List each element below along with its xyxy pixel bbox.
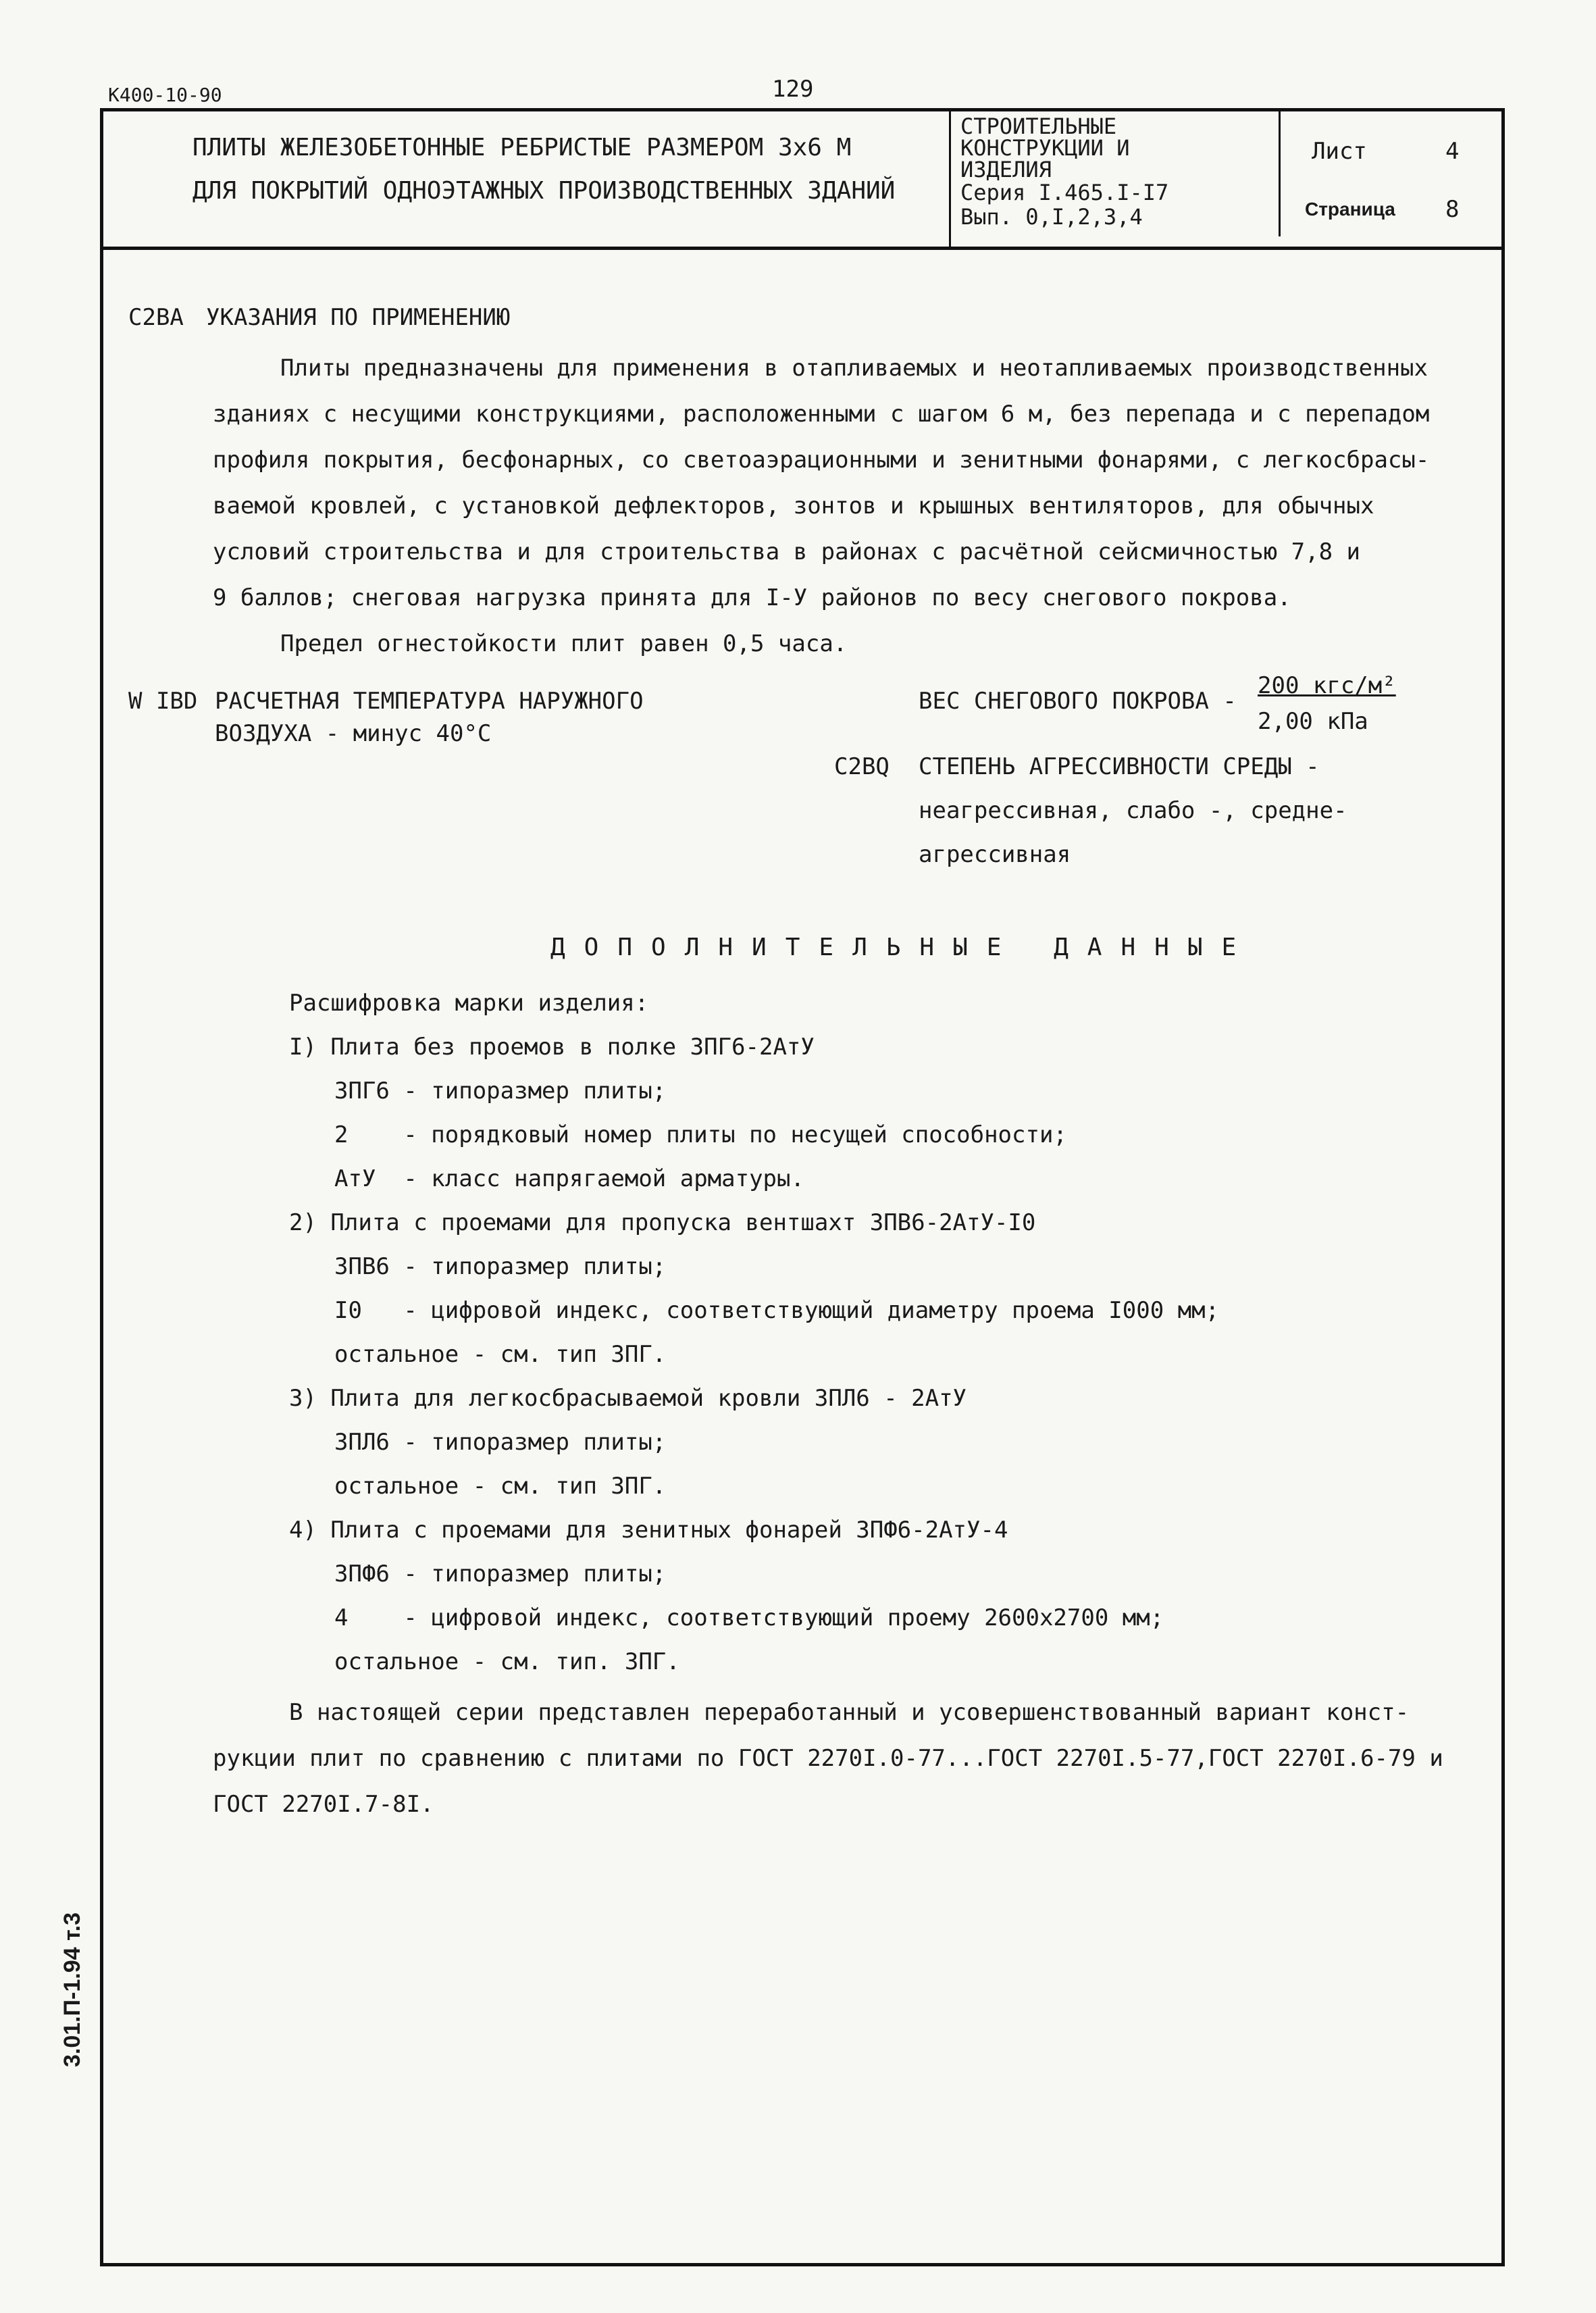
sheet-label: Лист — [1312, 138, 1367, 165]
closing-text-line: ГОСТ 2270I.7-8I. — [213, 1791, 434, 1818]
usage-text-line: зданиях с несущими конструкциями, расположенными с шагом 6 м, без перепада и с перепадом — [213, 401, 1430, 428]
marking-intro: Расшифровка марки изделия: — [289, 990, 649, 1017]
marking-line: ЗПГ6 - типоразмер плиты; — [334, 1077, 667, 1104]
document-title-line-1: ПЛИТЫ ЖЕЛЕЗОБЕТОННЫЕ РЕБРИСТЫЕ РАЗМЕРОМ 3х6 М — [192, 134, 852, 161]
page-label: Страница — [1305, 199, 1395, 220]
document-title-line-2: ДЛЯ ПОКРЫТИЙ ОДНОЭТАЖНЫХ ПРОИЗВОДСТВЕННЫХ ЗДАНИЙ — [192, 177, 896, 205]
frame-right-line — [1501, 108, 1505, 2266]
closing-text-line: В настоящей серии представлен переработанный и усовершенствованный вариант конст- — [289, 1699, 1410, 1726]
usage-text-line: профиля покрытия, бесфонарных, со светоаэрационными и зенитными фонарями, с легкосбрасы- — [213, 447, 1430, 474]
series-number: Серия I.465.I-I7 — [960, 180, 1169, 205]
marking-line: 2 - порядковый номер плиты по несущей способности; — [334, 1121, 1067, 1148]
frame-bottom-line — [100, 2263, 1505, 2266]
aggressiveness-line-3: агрессивная — [919, 841, 1071, 868]
aggressiveness-line-2: неагрессивная, слабо -, средне- — [919, 797, 1347, 824]
marking-line: 4 - цифровой индекс, соответствующий проему 2600х2700 мм; — [334, 1604, 1164, 1631]
document-code: К400-10-90 — [108, 84, 222, 106]
usage-text-line: условий строительства и для строительства в районах с расчётной сейсмичностью 7,8 и — [213, 538, 1360, 565]
marking-line: 3) Плита для легкосбрасываемой кровли ЗПЛ6 - 2АтУ — [289, 1385, 967, 1412]
category-line-1: СТРОИТЕЛЬНЫЕ — [960, 113, 1117, 139]
title-block-bottom-line — [100, 247, 1505, 250]
marking-line: 4) Плита с проемами для зенитных фонарей ЗПФ6-2АтУ-4 — [289, 1517, 1008, 1544]
usage-text-line: ваемой кровлей, с установкой дефлекторов, зонтов и крышных вентиляторов, для обычных — [213, 492, 1374, 519]
title-block-divider-2 — [1279, 108, 1281, 236]
page-value: 8 — [1445, 196, 1460, 223]
temperature-line-1: РАСЧЕТНАЯ ТЕМПЕРАТУРА НАРУЖНОГО — [215, 688, 644, 715]
marking-line: ЗПЛ6 - типоразмер плиты; — [334, 1429, 667, 1456]
title-block-divider-1 — [949, 108, 951, 247]
sheet-value: 4 — [1445, 138, 1460, 165]
closing-text-line: рукции плит по сравнению с плитами по ГОСТ 2270I.0-77...ГОСТ 2270I.5-77,ГОСТ 2270I.6-79 и — [213, 1745, 1443, 1772]
usage-title: УКАЗАНИЯ ПО ПРИМЕНЕНИЮ — [206, 304, 511, 331]
marking-line: остальное - см. тип ЗПГ. — [334, 1473, 667, 1500]
additional-data-title: ДОПОЛНИТЕЛЬНЫЕ ДАННЫЕ — [550, 934, 1256, 961]
frame-top-line — [100, 108, 1505, 111]
marking-line: ЗПВ6 - типоразмер плиты; — [334, 1253, 667, 1280]
temperature-line-2: ВОЗДУХА - минус 40°С — [215, 720, 492, 747]
marking-line: остальное - см. тип ЗПГ. — [334, 1341, 667, 1368]
aggressiveness-line-1: СТЕПЕНЬ АГРЕССИВНОСТИ СРЕДЫ - — [919, 753, 1320, 780]
usage-code: С2ВА — [128, 304, 184, 331]
temperature-code: W IBD — [128, 688, 198, 715]
marking-line: остальное - см. тип. ЗПГ. — [334, 1648, 680, 1675]
frame-left-line — [100, 108, 103, 2266]
fire-resistance-text: Предел огнестойкости плит равен 0,5 часа. — [280, 630, 848, 657]
category-line-3: ИЗДЕЛИЯ — [960, 157, 1052, 182]
usage-text-line: 9 баллов; снеговая нагрузка принята для I-У районов по весу снегового покрова. — [213, 584, 1291, 611]
marking-line: АтУ - класс напрягаемой арматуры. — [334, 1165, 804, 1192]
issue-numbers: Вып. 0,I,2,3,4 — [960, 204, 1143, 230]
marking-line: I0 - цифровой индекс, соответствующий диаметру проема I000 мм; — [334, 1297, 1220, 1324]
aggressiveness-code: С2ВQ — [834, 753, 890, 780]
side-stamp: 3.01.П-1.94 т.3 — [59, 1912, 85, 2067]
marking-line: ЗПФ6 - типоразмер плиты; — [334, 1560, 667, 1587]
snow-load-value-kpa: 2,00 кПа — [1258, 708, 1368, 735]
marking-line: 2) Плита с проемами для пропуска вентшахт ЗПВ6-2АтУ-I0 — [289, 1209, 1036, 1236]
usage-text-line: Плиты предназначены для применения в отапливаемых и неотапливаемых производственных — [280, 355, 1428, 382]
category-line-2: КОНСТРУКЦИИ И — [960, 135, 1130, 161]
marking-line: I) Плита без проемов в полке ЗПГ6-2АтУ — [289, 1034, 815, 1061]
snow-load-value-kgs: 200 кгс/м² — [1258, 672, 1396, 699]
snow-load-label: ВЕС СНЕГОВОГО ПОКРОВА - — [919, 688, 1237, 715]
page-number: 129 — [772, 76, 814, 103]
